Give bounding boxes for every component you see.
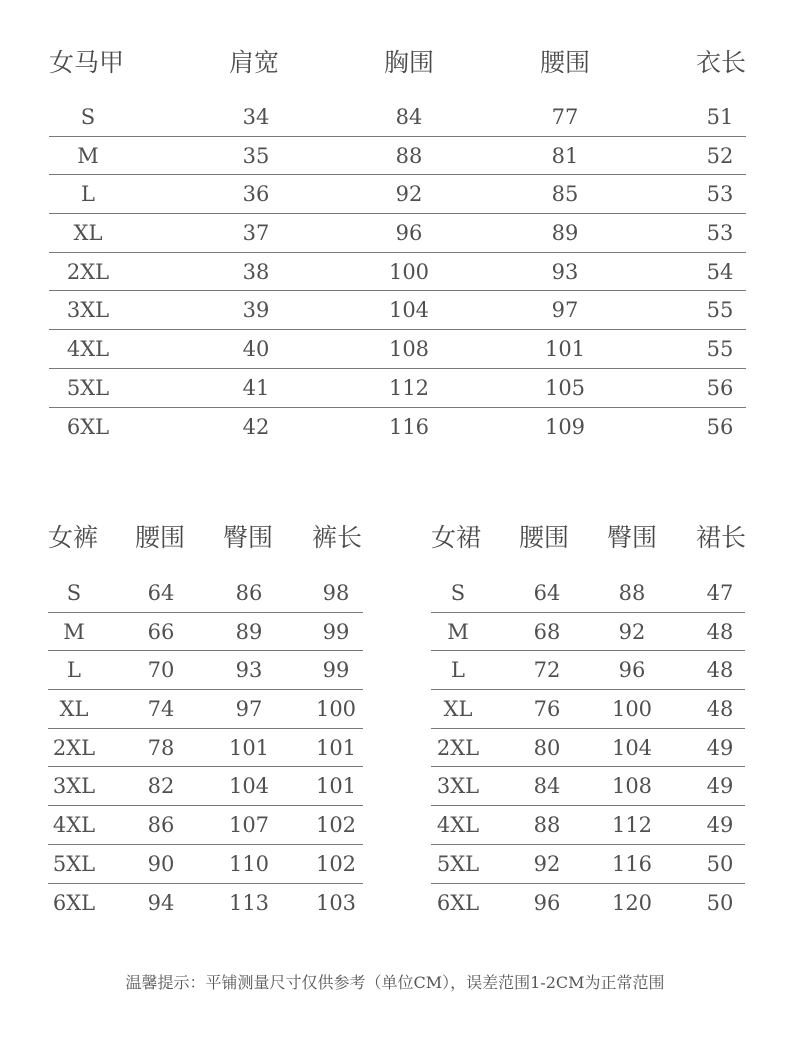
table-cell: 74 (147, 697, 175, 722)
table-row (48, 729, 363, 768)
table-cell: 64 (533, 581, 561, 605)
table-cell: 70 (147, 658, 175, 683)
table-cell: 76 (533, 697, 561, 722)
table-cell: 84 (395, 105, 423, 129)
table-row (49, 369, 746, 408)
table-cell: 42 (242, 414, 270, 439)
table-row (431, 884, 745, 923)
size-label: 4XL (66, 337, 110, 362)
table-cell: 35 (242, 143, 270, 168)
table-cell: 38 (242, 259, 270, 284)
table-row (48, 845, 363, 884)
size-label: 6XL (66, 414, 110, 439)
table-cell: 50 (706, 851, 734, 876)
column-header: 女马甲 (49, 48, 125, 77)
size-label: S (450, 581, 466, 605)
size-label: 2XL (66, 259, 110, 284)
column-header: 裤长 (312, 523, 363, 552)
pants-size-table (48, 523, 363, 915)
size-label: M (447, 619, 469, 644)
table-cell: 39 (242, 298, 270, 323)
skirt-table-header (431, 523, 745, 553)
table-row (431, 613, 745, 652)
footer-note: 温馨提示：平铺测量尺寸仅供参考（单位CM），误差范围1-2CM为正常范围 (125, 973, 665, 992)
table-cell: 92 (618, 619, 646, 644)
table-row (431, 574, 745, 613)
table-cell: 82 (147, 774, 175, 799)
column-header: 女裙 (431, 523, 482, 552)
table-cell: 68 (533, 619, 561, 644)
table-cell: 40 (242, 337, 270, 362)
table-cell: 120 (611, 890, 653, 915)
table-cell: 116 (611, 851, 653, 876)
column-header: 衣长 (696, 48, 747, 77)
table-row (48, 806, 363, 845)
column-header: 臀围 (607, 523, 658, 552)
vest-table-header (49, 48, 746, 78)
table-cell: 36 (242, 182, 270, 207)
table-cell: 72 (533, 658, 561, 683)
table-row (49, 330, 746, 369)
table-cell: 56 (706, 375, 734, 400)
pants-table-body (48, 574, 363, 922)
size-label: XL (59, 697, 89, 722)
table-cell: 113 (228, 890, 270, 915)
column-header: 裙长 (696, 523, 747, 552)
table-cell: 100 (611, 697, 653, 722)
table-cell: 52 (706, 143, 734, 168)
table-cell: 34 (242, 105, 270, 129)
table-cell: 85 (551, 182, 579, 207)
table-row (49, 408, 746, 447)
table-cell: 93 (551, 259, 579, 284)
table-cell: 50 (706, 890, 734, 915)
size-label: 4XL (52, 813, 96, 838)
table-cell: 97 (235, 697, 263, 722)
table-cell: 49 (706, 774, 734, 799)
size-label: 5XL (52, 851, 96, 876)
table-row (49, 214, 746, 253)
table-cell: 78 (147, 735, 175, 760)
table-row (48, 651, 363, 690)
table-cell: 90 (147, 851, 175, 876)
table-row (49, 98, 746, 137)
size-label: S (66, 581, 82, 605)
table-cell: 84 (533, 774, 561, 799)
table-cell: 48 (706, 658, 734, 683)
table-row (48, 574, 363, 613)
size-label: 4XL (436, 813, 480, 838)
table-cell: 104 (388, 298, 430, 323)
table-cell: 109 (544, 414, 586, 439)
column-header: 腰围 (135, 523, 186, 552)
table-cell: 49 (706, 813, 734, 838)
size-label: L (67, 658, 81, 683)
size-label: S (80, 105, 96, 129)
table-cell: 92 (395, 182, 423, 207)
table-cell: 80 (533, 735, 561, 760)
table-cell: 112 (388, 375, 430, 400)
table-row (48, 613, 363, 652)
table-row (48, 690, 363, 729)
table-cell: 101 (228, 735, 270, 760)
table-row (431, 651, 745, 690)
size-label: 2XL (52, 735, 96, 760)
table-cell: 108 (388, 337, 430, 362)
table-row (48, 884, 363, 923)
table-cell: 104 (611, 735, 653, 760)
table-row (431, 806, 745, 845)
table-row (431, 845, 745, 884)
table-cell: 104 (228, 774, 270, 799)
table-cell: 55 (706, 298, 734, 323)
size-label: 6XL (436, 890, 480, 915)
table-cell: 66 (147, 619, 175, 644)
table-cell: 86 (235, 581, 263, 605)
table-cell: 55 (706, 337, 734, 362)
table-cell: 107 (228, 813, 270, 838)
table-cell: 98 (322, 581, 350, 605)
column-header: 女裤 (48, 523, 99, 552)
size-label: XL (443, 697, 473, 722)
table-row (49, 137, 746, 176)
column-header: 肩宽 (229, 48, 280, 77)
table-cell: 47 (706, 581, 734, 605)
table-cell: 101 (544, 337, 586, 362)
table-row (49, 291, 746, 330)
table-cell: 81 (551, 143, 579, 168)
table-cell: 101 (315, 774, 357, 799)
table-cell: 64 (147, 581, 175, 605)
column-header: 臀围 (223, 523, 274, 552)
size-label: 3XL (436, 774, 480, 799)
size-label: 2XL (436, 735, 480, 760)
table-cell: 51 (706, 105, 734, 129)
table-cell: 108 (611, 774, 653, 799)
table-row (431, 690, 745, 729)
table-cell: 89 (235, 619, 263, 644)
table-cell: 86 (147, 813, 175, 838)
size-label: 3XL (52, 774, 96, 799)
table-cell: 103 (315, 890, 357, 915)
table-cell: 41 (242, 375, 270, 400)
table-cell: 53 (706, 182, 734, 207)
table-cell: 100 (315, 697, 357, 722)
table-cell: 56 (706, 414, 734, 439)
table-cell: 105 (544, 375, 586, 400)
table-cell: 88 (618, 581, 646, 605)
size-label: 5XL (66, 375, 110, 400)
table-cell: 88 (533, 813, 561, 838)
table-cell: 48 (706, 697, 734, 722)
table-cell: 94 (147, 890, 175, 915)
table-cell: 49 (706, 735, 734, 760)
table-cell: 116 (388, 414, 430, 439)
table-cell: 99 (322, 658, 350, 683)
table-cell: 97 (551, 298, 579, 323)
table-cell: 96 (395, 221, 423, 246)
vest-table-body (49, 98, 746, 446)
size-label: L (451, 658, 465, 683)
table-cell: 92 (533, 851, 561, 876)
size-label: 3XL (66, 298, 110, 323)
table-cell: 37 (242, 221, 270, 246)
size-label: XL (73, 221, 103, 246)
table-cell: 102 (315, 813, 357, 838)
skirt-table-body (431, 574, 745, 922)
table-cell: 96 (618, 658, 646, 683)
skirt-size-table (431, 523, 747, 915)
size-label: M (77, 143, 99, 168)
table-cell: 96 (533, 890, 561, 915)
size-label: 5XL (436, 851, 480, 876)
vest-size-table (49, 48, 747, 439)
table-row (48, 767, 363, 806)
table-cell: 99 (322, 619, 350, 644)
table-cell: 102 (315, 851, 357, 876)
table-cell: 101 (315, 735, 357, 760)
table-cell: 88 (395, 143, 423, 168)
table-cell: 89 (551, 221, 579, 246)
column-header: 腰围 (540, 48, 591, 77)
table-cell: 48 (706, 619, 734, 644)
table-cell: 77 (551, 105, 579, 129)
size-label: 6XL (52, 890, 96, 915)
pants-table-header (48, 523, 363, 553)
table-cell: 110 (228, 851, 270, 876)
table-row (49, 175, 746, 214)
table-cell: 100 (388, 259, 430, 284)
size-label: L (81, 182, 95, 207)
table-row (49, 253, 746, 292)
column-header: 腰围 (519, 523, 570, 552)
table-row (431, 729, 745, 768)
table-cell: 112 (611, 813, 653, 838)
size-label: M (63, 619, 85, 644)
table-cell: 93 (235, 658, 263, 683)
table-cell: 54 (706, 259, 734, 284)
table-row (431, 767, 745, 806)
column-header: 胸围 (384, 48, 435, 77)
table-cell: 53 (706, 221, 734, 246)
